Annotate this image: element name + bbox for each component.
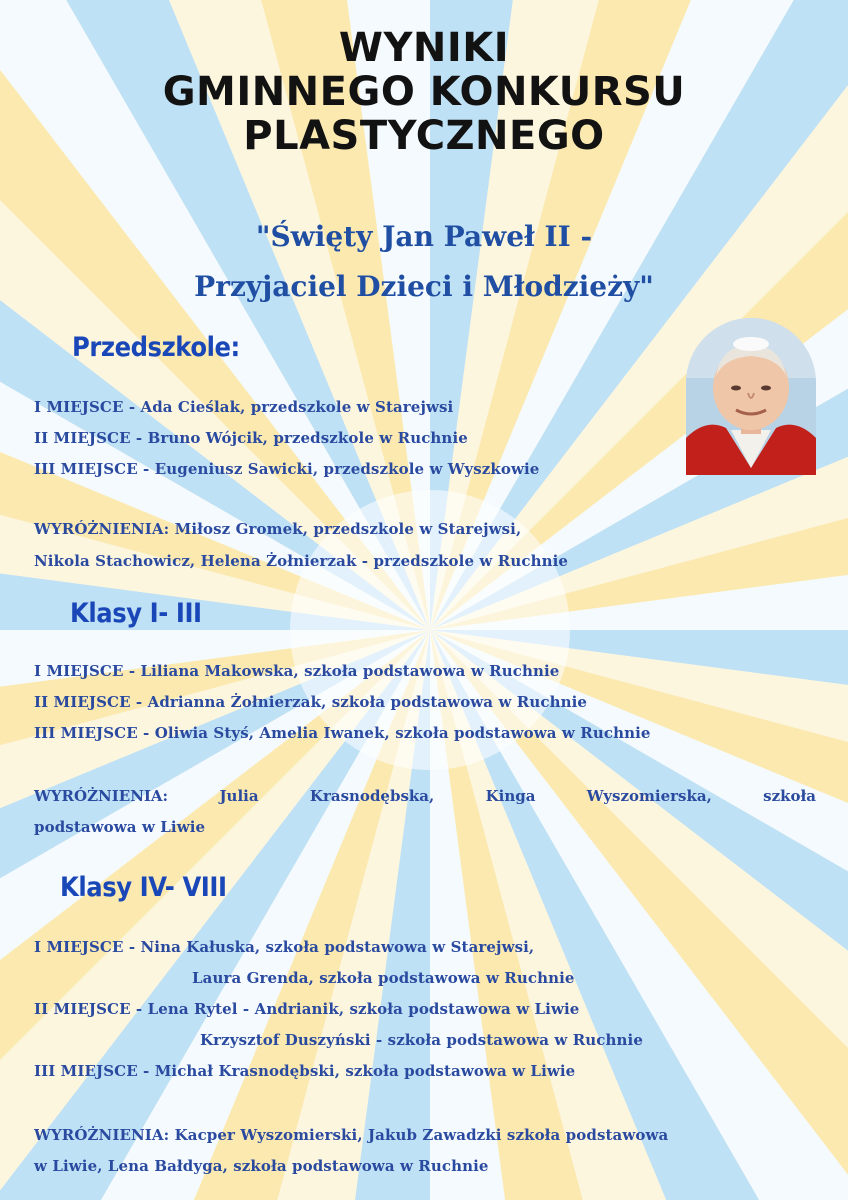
title-line-1: WYNIKI	[338, 25, 510, 71]
title-line-3: PLASTYCZNEGO	[243, 113, 605, 159]
preschool-place-1: I MIEJSCE - Ada Cieślak, przedszkole w Starejwsi	[34, 398, 454, 416]
grades-1-3-place-1: I MIEJSCE - Liliana Makowska, szkoła podstawowa w Ruchnie	[34, 662, 560, 680]
preschool-distinctions-1: WYRÓŻNIENIA: Miłosz Gromek, przedszkole w Starejwsi,	[34, 520, 522, 538]
grades-1-3-distinctions-2: podstawowa w Liwie	[34, 818, 206, 836]
section-heading-grades-4-8: Klasy IV- VIII	[60, 872, 227, 903]
preschool-place-2: II MIEJSCE - Bruno Wójcik, przedszkole w Ruchnie	[34, 429, 468, 447]
section-heading-preschool: Przedszkole:	[72, 332, 240, 363]
preschool-distinctions-2: Nikola Stachowicz, Helena Żołnierzak - przedszkole w Ruchnie	[34, 552, 569, 570]
subtitle-line-1: "Święty Jan Paweł II -	[255, 220, 593, 253]
grades-4-8-place-2a: II MIEJSCE - Lena Rytel - Andrianik, szkoła podstawowa w Liwie	[34, 1000, 580, 1018]
poster-title	[0, 26, 848, 158]
grades-4-8-place-3: III MIEJSCE - Michał Krasnodębski, szkoła podstawowa w Liwie	[34, 1062, 576, 1080]
grades-1-3-place-3: III MIEJSCE - Oliwia Styś, Amelia Iwanek, szkoła podstawowa w Ruchnie	[34, 724, 651, 742]
grades-4-8-distinctions-2: w Liwie, Lena Bałdyga, szkoła podstawowa w Ruchnie	[34, 1157, 489, 1175]
subtitle-line-2: Przyjaciel Dzieci i Młodzieży"	[194, 270, 654, 303]
preschool-place-3: III MIEJSCE - Eugeniusz Sawicki, przedszkole w Wyszkowie	[34, 460, 540, 478]
grades-1-3-place-2: II MIEJSCE - Adrianna Żołnierzak, szkoła podstawowa w Ruchnie	[34, 693, 588, 711]
title-line-2: GMINNEGO KONKURSU	[162, 69, 686, 115]
grades-4-8-place-1a: I MIEJSCE - Nina Kałuska, szkoła podstawowa w Starejwsi,	[34, 938, 535, 956]
contest-subtitle	[0, 212, 848, 312]
grades-1-3-distinctions-1: WYRÓŻNIENIA: Julia Krasnodębska, Kinga Wyszomierska, szkoła	[34, 787, 816, 805]
section-heading-grades-1-3: Klasy I- III	[70, 598, 202, 629]
portrait-photo	[686, 318, 816, 475]
grades-4-8-place-1b: Laura Grenda, szkoła podstawowa w Ruchnie	[192, 969, 575, 987]
grades-4-8-distinctions-1: WYRÓŻNIENIA: Kacper Wyszomierski, Jakub Zawadzki szkoła podstawowa	[34, 1126, 669, 1144]
grades-4-8-place-2b: Krzysztof Duszyński - szkoła podstawowa w Ruchnie	[200, 1031, 643, 1049]
